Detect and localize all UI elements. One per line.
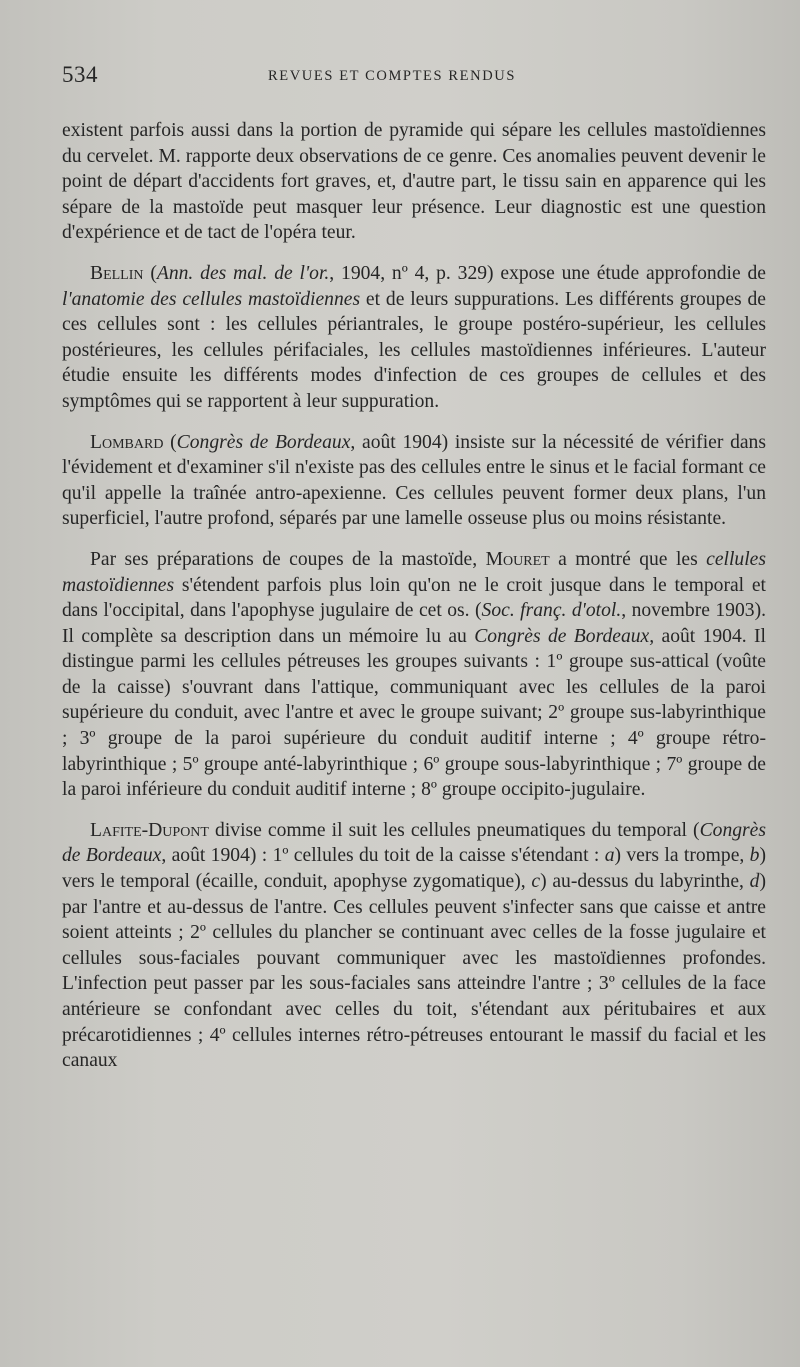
paragraph-text: , août 1904) insiste sur la nécessité de vérifier dans l'évidement et d'examiner s'il n'existe pas des cellules entre le sinus et le facial formant ce qu'il appelle la traînée antro-apexienne. Ces cellules peuvent former deux plans, l'un superficiel, l'autre profond, séparés par une lamelle osseuse plus ou moins résistante. [62,431,766,530]
citation-details: , 1904, nº 4, p. 329) expose une étude approfondie de [329,262,766,284]
paragraph-text: , août 1904) : 1º cellules du toit de la caisse s'étendant : [161,845,605,867]
list-marker-a: a [604,845,615,867]
running-head: REVUES ET COMPTES RENDUS [268,68,517,84]
author-name: Mouret [485,548,550,570]
author-name: Lafite-Dupont [90,819,209,841]
paragraph-text: ) vers la trompe, [614,845,750,867]
study-title: l'anatomie des cellules mastoïdiennes [62,288,361,310]
paragraph-text: ) par l'antre et au-dessus de l'antre. Ces cellules peuvent s'infecter sans que caisse et antre soient atteints ; 2º cellules du plancher se continuant avec celles de la fosse jugulaire et cellules sous-faciales pouvant communiquer avec les mastoïdiennes profondes. L'infection peut passer par les sous-faciales sans atteindre l'antre ; 3º cellules de la face antérieure se confondant avec celles du toit, s'étendant aux péritubaires et aux précarotidiennes ; 4º cellules internes rétro-pétreuses entourant le massif du facial et les canaux [62,871,766,1072]
list-marker-b: b [749,845,760,867]
paragraph-lombard: Lombard (Congrès de Bordeaux, août 1904) insiste sur la nécessité de vérifier dans l'évidement et d'examiner s'il n'existe pas des cellules entre le sinus et le facial formant ce qu'il appelle la traînée antro-apexienne. Ces cellules peuvent former deux plans, l'un superficiel, l'autre profond, séparés par une lamelle osseuse plus ou moins résistante. [62,431,766,530]
list-marker-d: d [749,871,760,893]
paragraph-bellin: Bellin (Ann. des mal. de l'or., 1904, nº 4, p. 329) expose une étude approfondie de l'anatomie des cellules mastoïdiennes et de leurs suppurations. Les différents groupes de ces cellules sont : les cellules périantrales, le groupe postéro-supérieur, les cellules postérieures, les cellules périfaciales, les cellules mastoïdiennes inférieures. L'auteur étudie ensuite les différents modes d'infection de ces groupes de cellules et des symptômes qui se rapportent à leur suppuration. [62,262,766,412]
paragraph-mouret [62,547,766,803]
paragraph-text: existent parfois aussi dans la portion de pyramide qui sépare les cellules mastoïdiennes du cervelet. M. rapporte deux observations de ce genre. Ces anomalies peuvent devenir le point de départ d'accidents fort graves, et, d'autre part, le tissu sain en apparence qui les sépare de la mastoïde peut masquer leur présence. Leur diagnostic est une question d'expérience et de tact de l'opéra teur. [62,120,766,244]
paragraph-text: ) au-dessus du labyrinthe, [540,871,750,893]
author-name: Lombard [90,431,164,453]
paragraph-lafite-dupont [62,818,766,1074]
paragraph-lead: Par ses préparations de coupes de la mastoïde, [90,548,486,570]
congress-citation: Congrès de Bordeaux [176,431,351,453]
congress-citation: Congrès de Bordeaux [62,819,766,867]
paragraph-text: , novembre 1903). Il complète sa description dans un mémoire lu au [62,600,766,647]
list-marker-c: c [531,871,541,893]
paragraph-text: et de leurs suppurations. Les différents groupes de ces cellules sont : les cellules périantrales, le groupe postéro-supérieur, les cellules postérieures, les cellules périfaciales, les cellules mastoïdiennes inférieures. L'auteur étudie ensuite les différents modes d'infection de ces groupes de cellules et des symptômes qui se rapportent à leur suppuration. [62,288,766,412]
paragraph-text: divise comme il suit les cellules pneumatiques du temporal ( [208,819,700,841]
author-name: Bellin [90,262,144,284]
journal-citation: Ann. des mal. de l'or. [156,262,330,284]
paragraph-text: ) vers le temporal (écaille, conduit, apophyse zygomatique), [62,845,766,893]
page-header [62,62,766,96]
page-number: 534 [62,62,98,87]
congress-citation: Congrès de Bordeaux, [474,625,655,647]
paragraph-text: août 1904. Il distingue parmi les cellules pétreuses les groupes suivants : 1º groupe sus-attical (voûte de la caisse) s'ouvrant dans l'attique, communiquant avec les cellules de la paroi supérieure du conduit, avec l'antre et avec le groupe suivant; 2º groupe sus-labyrinthique ; 3º groupe de la paroi supérieure du conduit auditif interne ; 4º groupe rétro-labyrinthique ; 5º groupe anté-labyrinthique ; 6º groupe sous-labyrinthique ; 7º groupe de la paroi inférieure du conduit auditif interne ; 8º groupe occipito-jugulaire. [62,625,766,801]
society-citation: Soc. franç. d'otol. [481,600,622,622]
study-title: cellules mastoïdiennes [62,548,766,596]
paragraph-text: s'étendent parfois plus loin qu'on ne le croit jusque dans le temporal et dans l'occipital, dans l'apophyse jugulaire de cet os. ( [62,574,766,622]
paragraph-continuation [62,118,766,246]
paragraph-text: a montré que les [549,548,707,570]
